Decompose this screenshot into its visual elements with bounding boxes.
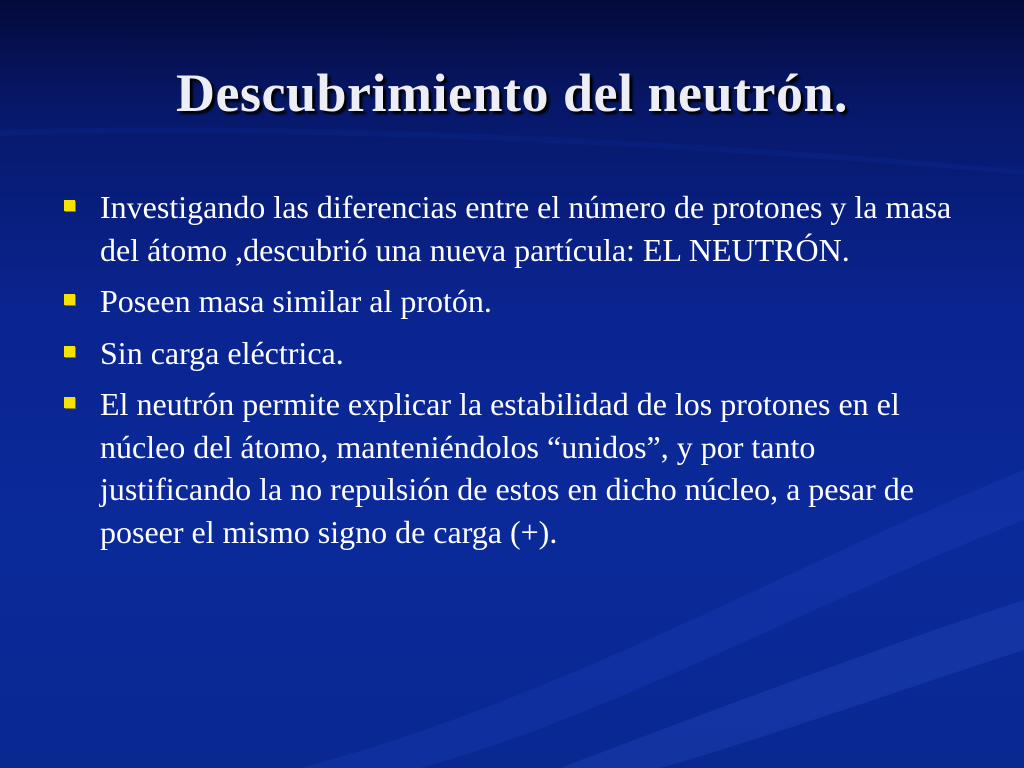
square-bullet-icon (64, 294, 75, 305)
bullet-item-mass (60, 280, 960, 323)
square-bullet-icon (64, 346, 75, 357)
bullet-text: El neutrón permite explicar la estabilidad de los protones en el núcleo del átomo, manteniéndolos “unidos”, y por tanto justificando la no repulsión de estos en dicho núcleo, a pesar de poseer el mismo signo de carga (+). (100, 386, 914, 550)
bullet-text: Poseen masa similar al protón. (100, 283, 492, 319)
bullet-text: Investigando las diferencias entre el número de protones y la masa del átomo ,descubrió una nueva partícula: EL NEUTRÓN. (100, 189, 952, 268)
bullet-item-stability (60, 383, 960, 553)
bullet-item-charge (60, 332, 960, 375)
bullet-list (60, 186, 960, 562)
square-bullet-icon (64, 397, 75, 408)
bullet-item-neutron-discovery (60, 186, 960, 271)
bullet-text: Sin carga eléctrica. (100, 334, 344, 371)
slide-title: Descubrimiento del neutrón. (176, 63, 848, 123)
square-bullet-icon (64, 200, 75, 211)
